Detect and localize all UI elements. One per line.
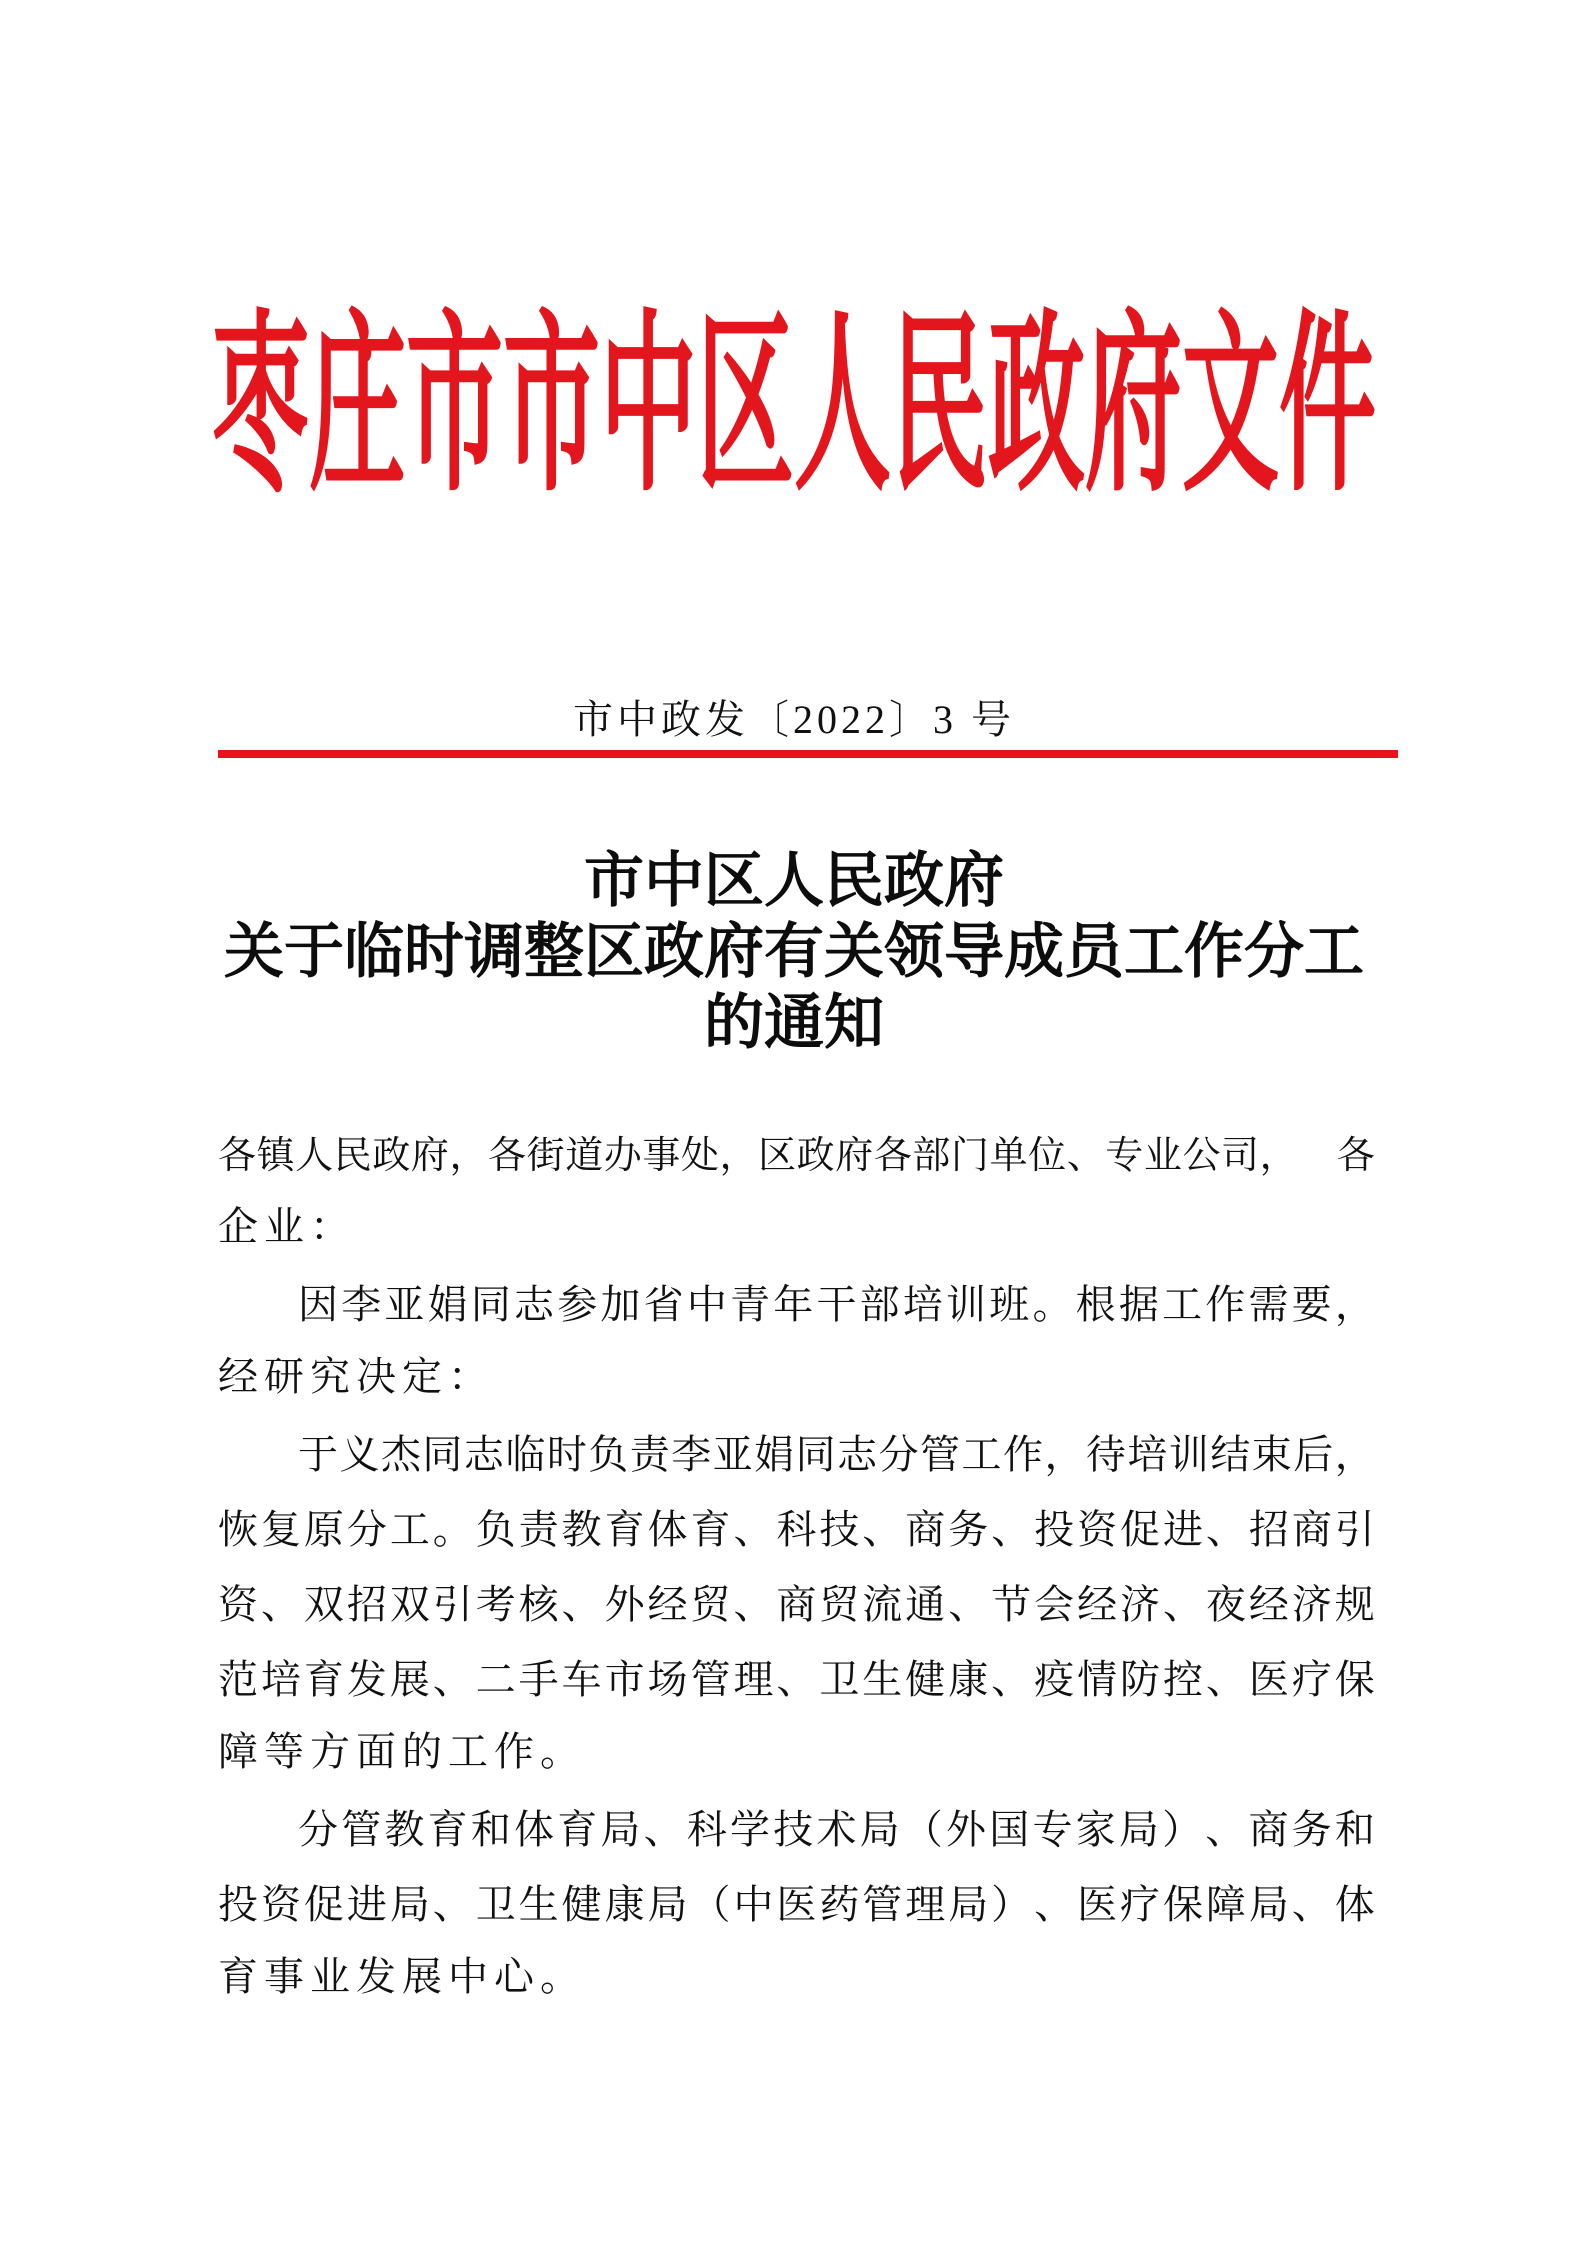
body-line: 企业： (218, 1204, 356, 1249)
body-line: 障等方面的工作。 (218, 1729, 586, 1774)
letterhead-title: 枣庄市市中区人民政府文件 (212, 300, 1376, 514)
red-divider-line (218, 750, 1398, 758)
body-line: 育事业发展中心。 (218, 1954, 586, 1999)
body-line: 各 镇 人 民 政 府 ， 各 街 道 办 事 处 ， 区 政 府 各 部 门 单 位 、 专 业 公 司 ， 各 (218, 1135, 1375, 1177)
letterhead (0, 300, 1588, 514)
body-line: 投 资 促 进 局 、 卫 生 健 康 局 （ 中 医 药 管 理 局 ） 、 医 疗 保 障 局 、 体 (218, 1882, 1375, 1927)
doc-number: 市中政发〔2022〕3 号 (573, 697, 1015, 742)
body-line: 恢 复 原 分 工 。 负 责 教 育 体 育 、 科 技 、 商 务 、 投 资 促 进 、 招 商 引 (218, 1507, 1375, 1552)
body-line: 范 培 育 发 展 、 二 手 车 市 场 管 理 、 卫 生 健 康 、 疫 情 防 控 、 医 疗 保 (218, 1657, 1375, 1702)
doc-title-line-2: 关于临时调整区政府有关领导成员工作分工 (224, 919, 1364, 985)
body-line: 因 李 亚 娟 同 志 参 加 省 中 青 年 干 部 培 训 班 。 根 据 工 作 需 要 ， (298, 1282, 1375, 1327)
body-text (218, 1114, 1375, 2014)
body-line: 经研究决定： (218, 1354, 494, 1399)
doc-title-line-1: 市中区人民政府 (584, 848, 1004, 914)
body-line: 资 、 双 招 双 引 考 核 、 外 经 贸 、 商 贸 流 通 、 节 会 经 济 、 夜 经 济 规 (218, 1582, 1375, 1627)
body-line: 分 管 教 育 和 体 育 局 、 科 学 技 术 局 （ 外 国 专 家 局 ） 、 商 务 和 (298, 1807, 1375, 1852)
doc-title (0, 846, 1588, 1059)
body-line: 于 义 杰 同 志 临 时 负 责 李 亚 娟 同 志 分 管 工 作 ， 待 培 训 结 束 后 ， (298, 1432, 1375, 1477)
doc-title-line-3: 的通知 (704, 990, 884, 1056)
